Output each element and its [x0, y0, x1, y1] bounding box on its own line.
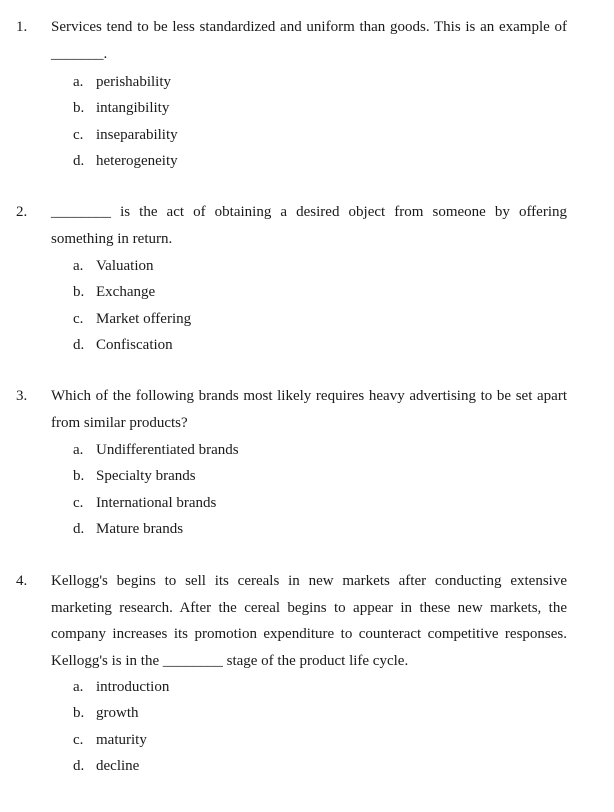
option-text: perishability: [96, 74, 171, 90]
option-list: [73, 437, 239, 543]
option-text: Exchange: [96, 284, 156, 301]
option-text: Undifferentiated brands: [96, 442, 239, 458]
option-d[interactable]: [73, 148, 178, 174]
option-text: Specialty brands: [96, 468, 196, 485]
option-letter: a.: [73, 679, 84, 695]
option-c[interactable]: [73, 306, 191, 332]
option-d[interactable]: [73, 332, 191, 358]
option-c[interactable]: [73, 122, 178, 148]
option-text: maturity: [96, 731, 147, 748]
option-c[interactable]: [73, 490, 239, 516]
option-text: introduction: [96, 679, 170, 695]
option-letter: b.: [73, 284, 85, 301]
option-text: Confiscation: [96, 337, 173, 354]
option-text: Mature brands: [96, 521, 184, 538]
option-letter: a.: [73, 442, 84, 458]
question-number: 3.: [16, 388, 28, 404]
option-b[interactable]: [73, 279, 191, 305]
option-text: growth: [96, 705, 139, 722]
option-list: [73, 69, 178, 175]
option-letter: a.: [73, 258, 84, 274]
option-letter: c.: [73, 494, 84, 511]
option-a[interactable]: [73, 253, 191, 279]
option-d[interactable]: [73, 753, 169, 779]
option-a[interactable]: [73, 437, 239, 463]
option-c[interactable]: [73, 727, 169, 753]
option-text: inseparability: [96, 126, 178, 143]
option-letter: b.: [73, 100, 85, 117]
option-d[interactable]: [73, 516, 239, 542]
question-text: Kellogg's begins to sell its cereals in new markets after conducting extensive marketing research. After the cereal begins to appear in these new markets, the company increases its promotion expenditure to counteract competitive responses. Kellogg's is in the ________ stage of the product life cycle.: [51, 573, 567, 669]
option-letter: d.: [73, 758, 85, 775]
option-b[interactable]: [73, 700, 169, 726]
question-text: ________ is the act of obtaining a desired object from someone by offering something in return.: [51, 204, 567, 247]
question-text: Services tend to be less standardized and uniform than goods. This is an example of _______.: [51, 19, 567, 62]
option-b[interactable]: [73, 463, 239, 489]
option-letter: d.: [73, 337, 85, 354]
option-list: [73, 674, 169, 780]
question-number: 1.: [16, 19, 28, 35]
option-b[interactable]: [73, 95, 178, 121]
option-text: International brands: [96, 494, 217, 511]
option-letter: c.: [73, 126, 84, 143]
question-number: 4.: [16, 573, 28, 589]
option-text: heterogeneity: [96, 153, 178, 170]
option-text: intangibility: [96, 100, 170, 117]
option-list: [73, 253, 191, 359]
option-letter: b.: [73, 468, 85, 485]
option-letter: b.: [73, 705, 85, 722]
option-letter: c.: [73, 731, 84, 748]
option-a[interactable]: [73, 674, 169, 700]
option-a[interactable]: [73, 69, 178, 95]
question-text: Which of the following brands most likely requires heavy advertising to be set apart from similar products?: [51, 388, 567, 431]
option-text: decline: [96, 758, 140, 775]
option-text: Market offering: [96, 310, 192, 327]
option-letter: d.: [73, 521, 85, 538]
option-letter: c.: [73, 310, 84, 327]
option-letter: a.: [73, 74, 84, 90]
option-text: Valuation: [96, 258, 154, 274]
option-letter: d.: [73, 153, 85, 170]
question-number: 2.: [16, 204, 28, 220]
